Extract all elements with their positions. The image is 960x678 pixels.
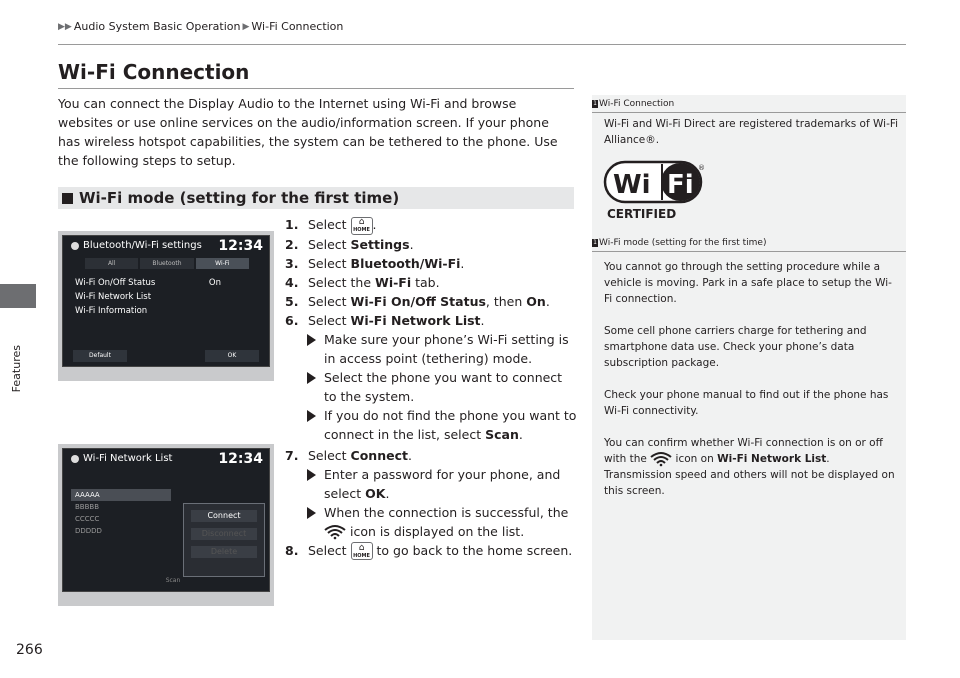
note-divider bbox=[592, 251, 906, 252]
logo-fi-text: Fi bbox=[667, 170, 694, 200]
network-item: DDDDD bbox=[75, 527, 102, 535]
screen-row: Wi-Fi Network List bbox=[75, 292, 152, 302]
screen-row: Wi-Fi On/Off Status On bbox=[75, 278, 221, 288]
screen-tab-bluetooth: Bluetooth bbox=[140, 258, 193, 269]
intro-paragraph: You can connect the Display Audio to the Internet using Wi-Fi and browse websites or use online services on the audio/information screen. If your phone has wireless hotspot capabilities, the system can be tethered to the phone. Use the following steps to setup. bbox=[58, 96, 558, 168]
settings-icon bbox=[71, 455, 79, 463]
arrow-icon bbox=[307, 334, 316, 346]
note-heading: 1 Wi-Fi Connection bbox=[593, 99, 675, 109]
logo-certified-text: CERTIFIED bbox=[607, 207, 677, 221]
arrow-icon bbox=[307, 469, 316, 481]
square-bullet-icon bbox=[62, 193, 73, 204]
step-3: 3. Select Bluetooth/Wi-Fi. bbox=[285, 255, 465, 271]
page-number: 266 bbox=[16, 642, 43, 658]
screen-clock: 12:34 bbox=[218, 451, 263, 467]
arrow-icon bbox=[307, 507, 316, 519]
step-1: 1. Select ⌂ HOME . bbox=[285, 217, 377, 233]
note-text: Wi-Fi and Wi-Fi Direct are registered trademarks of Wi-Fi Alliance®. bbox=[604, 118, 899, 146]
note-paragraph: You can confirm whether Wi-Fi connection is on or off with the icon on Wi-Fi Network List. Transmission speed and others will not be displayed on this screen. bbox=[604, 437, 895, 497]
settings-icon bbox=[71, 242, 79, 250]
screen-row: Wi-Fi Information bbox=[75, 306, 148, 316]
screen-tab-all: All bbox=[85, 258, 138, 269]
arrow-icon bbox=[307, 410, 316, 422]
wifi-icon bbox=[650, 452, 672, 466]
home-icon: ⌂ HOME bbox=[351, 217, 373, 235]
wifi-certified-logo bbox=[603, 160, 703, 224]
logo-wi-text: Wi bbox=[613, 170, 651, 200]
step-6-note: If you do not find the phone you want to connect in the list, select Scan. bbox=[285, 406, 577, 444]
step-2: 2. Select Settings. bbox=[285, 236, 414, 252]
popup-disconnect-button: Disconnect bbox=[191, 528, 257, 540]
chapter-label: Features bbox=[10, 345, 23, 393]
page-title: Wi-Fi Connection bbox=[58, 60, 250, 84]
screen-scan-button: Scan bbox=[165, 577, 181, 584]
step-7-note: Enter a password for your phone, and select OK. bbox=[285, 465, 577, 503]
note-heading: 1 Wi-Fi mode (setting for the first time) bbox=[593, 238, 767, 248]
popup-delete-button: Delete bbox=[191, 546, 257, 558]
screenshot-wifi-network-list bbox=[58, 444, 274, 606]
header-divider bbox=[58, 44, 906, 45]
section-heading bbox=[58, 187, 574, 209]
screen-title: Wi-Fi Network List bbox=[71, 453, 172, 464]
breadcrumb-arrow-icon: ▶ bbox=[242, 21, 250, 32]
step-6-note: Select the phone you want to connect to the system. bbox=[285, 368, 577, 406]
home-icon: ⌂ HOME bbox=[351, 542, 373, 560]
screen-default-button: Default bbox=[73, 350, 127, 362]
section-heading-text: Wi-Fi mode (setting for the first time) bbox=[79, 189, 400, 207]
breadcrumb-item-2[interactable]: Wi-Fi Connection bbox=[251, 20, 344, 33]
note-paragraph: You cannot go through the setting procedure while a vehicle is moving. Park in a safe place to setup the Wi-Fi connection. bbox=[604, 261, 892, 305]
steps-list bbox=[285, 215, 577, 560]
step-7-note: When the connection is successful, the icon is displayed on the list. bbox=[285, 503, 577, 541]
network-popup bbox=[183, 503, 265, 577]
network-item: BBBBB bbox=[75, 503, 100, 511]
note-divider bbox=[592, 112, 906, 113]
network-item: AAAAA bbox=[71, 489, 171, 501]
chapter-tab bbox=[0, 284, 36, 308]
step-6-note: Make sure your phone’s Wi-Fi setting is in access point (tethering) mode. bbox=[285, 330, 577, 368]
svg-text:®: ® bbox=[698, 164, 705, 172]
network-item: CCCCC bbox=[75, 515, 100, 523]
breadcrumb bbox=[58, 20, 343, 33]
step-7: 7. Select Connect. bbox=[285, 447, 412, 463]
title-divider bbox=[58, 88, 574, 89]
screen-tab-wifi: Wi-Fi bbox=[196, 258, 249, 269]
notes-sidebar bbox=[592, 95, 906, 640]
step-8: 8. Select ⌂ HOME to go back to the home screen. bbox=[285, 542, 573, 559]
arrow-icon bbox=[307, 372, 316, 384]
step-4: 4. Select the Wi-Fi tab. bbox=[285, 274, 440, 290]
screenshot-bluetooth-wifi-settings bbox=[58, 231, 274, 381]
note-paragraph: Check your phone manual to find out if the phone has Wi-Fi connectivity. bbox=[604, 389, 889, 417]
screen-ok-button: OK bbox=[205, 350, 259, 362]
breadcrumb-item-1[interactable]: Audio System Basic Operation bbox=[73, 20, 241, 33]
screen-clock: 12:34 bbox=[218, 238, 263, 254]
note-paragraph: Some cell phone carriers charge for tethering and smartphone data use. Check your phone’s data subscription package. bbox=[604, 325, 867, 369]
wifi-icon bbox=[324, 525, 346, 539]
breadcrumb-arrow-icon: ▶▶ bbox=[58, 21, 72, 32]
step-5: 5. Select Wi-Fi On/Off Status, then On. bbox=[285, 293, 550, 309]
screen-title: Bluetooth/Wi-Fi settings bbox=[71, 240, 202, 251]
popup-connect-button: Connect bbox=[191, 510, 257, 522]
step-6: 6. Select Wi-Fi Network List. bbox=[285, 312, 485, 328]
note-body bbox=[604, 259, 900, 515]
